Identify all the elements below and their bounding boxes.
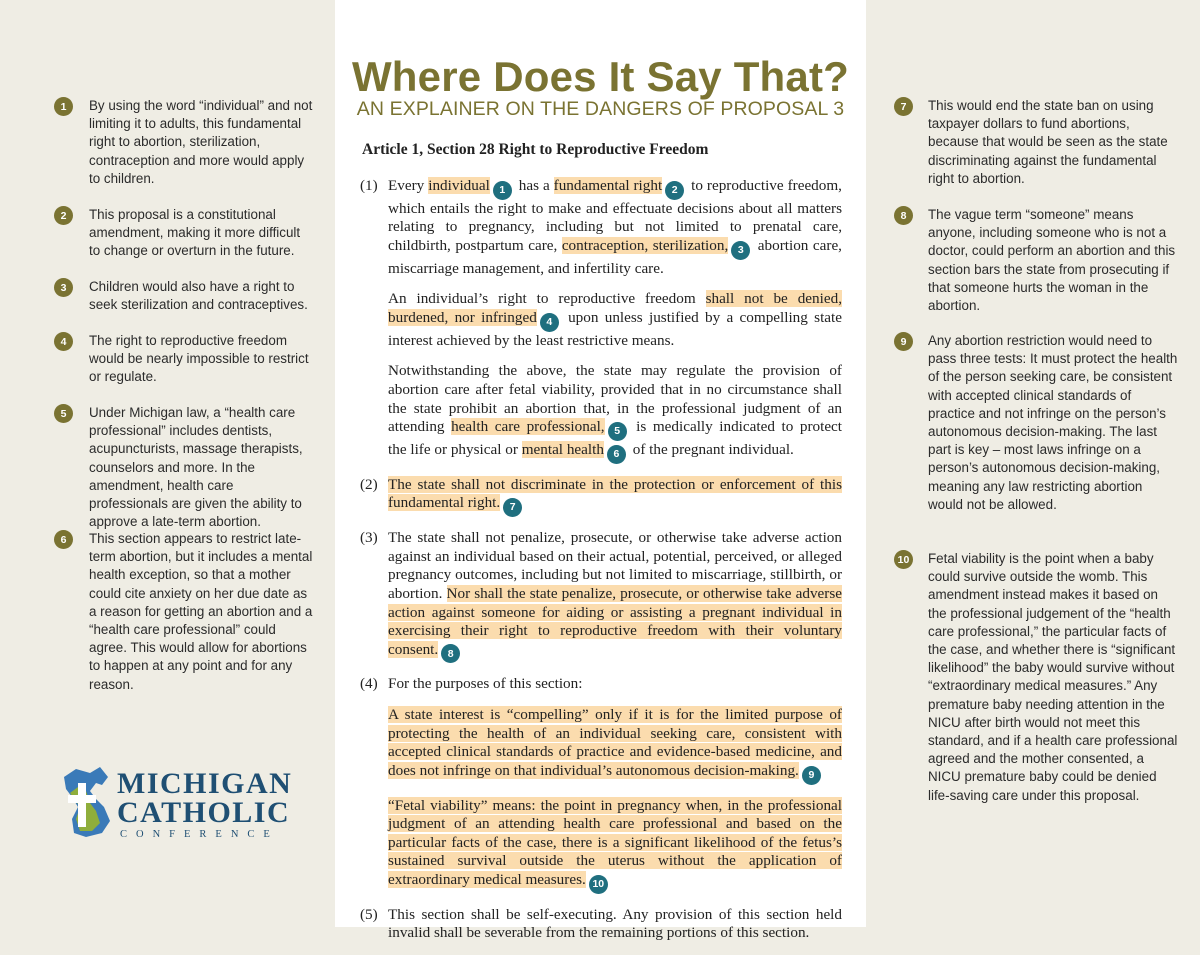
note-badge: 10 xyxy=(894,550,913,569)
section-4-paragraph-2 xyxy=(388,706,842,785)
note-badge: 4 xyxy=(54,332,73,351)
note-text: Any abortion restriction would need to pass three tests: It must protect the health of the person seeking care, be consistent with accepted clinical standards of practice and not infringe on the person’s autonomous decision-making. The last part is key – most laws infringe on a person’s autonomous decision-making, meaning any law restricting abortion would not be allowed. xyxy=(928,333,1178,512)
note-text: This would end the state ban on using taxpayer dollars to fund abortions, because that would be seen as the state discriminating against the fundamental right to abortion. xyxy=(928,98,1168,186)
michigan-map-cross-icon xyxy=(56,763,114,839)
text-run: For the purposes of this section: xyxy=(388,675,583,693)
section-4-paragraph-3 xyxy=(388,797,842,894)
highlight-text: Nor shall the state penalize, prosecute, or otherwise take adverse action against someone for aiding or assisting a pregnant individual in exercising their right to reproductive freedom with their voluntary consent. xyxy=(388,584,842,658)
note-badge: 1 xyxy=(54,97,73,116)
note-10 xyxy=(894,550,1194,805)
note-1 xyxy=(54,97,316,188)
highlight-text: A state interest is “compelling” only if it is for the limited purpose of protecting the health of an individual seeking care, consistent with accepted clinical standards of practice and evidence-based medicine, and does not infringe on that individual’s autonomous decision-making. xyxy=(388,706,842,779)
text-run: abortion care, miscarriage management, and infertility care. xyxy=(388,236,842,277)
callout-badge: 5 xyxy=(608,422,627,441)
note-text: This proposal is a constitutional amendment, making it more difficult to change or overturn in the future. xyxy=(89,207,301,259)
note-3 xyxy=(54,278,316,314)
text-run: upon unless justified by a compelling state interest achieved by the least restrictive means. xyxy=(388,308,842,349)
text-run: is medically indicated to protect the life or physical or xyxy=(388,418,843,458)
highlight-text: The state shall not discriminate in the protection or enforcement of this fundamental right. xyxy=(388,475,842,512)
note-6 xyxy=(54,530,316,694)
page-title: Where Does It Say That? xyxy=(351,53,850,100)
note-2 xyxy=(54,206,316,261)
highlight-text: “Fetal viability” means: the point in pregnancy when, in the professional judgment of an attending health care professional and based on the particular facts of the case, there is a significant likelihood of the fetus’s sustained survival outside the uterus without the application of extraordinary medical measures. xyxy=(388,796,842,889)
logo-line-2: CATHOLIC xyxy=(117,796,291,829)
note-badge: 3 xyxy=(54,278,73,297)
text-run: Every xyxy=(388,177,429,194)
page-subtitle: AN EXPLAINER ON THE DANGERS OF PROPOSAL 3 xyxy=(356,98,845,120)
section-3 xyxy=(360,529,842,663)
michigan-catholic-conference-logo xyxy=(56,763,301,843)
note-text: Under Michigan law, a “health care professional” includes dentists, acupuncturists, massage therapists, counselors and more. In the amendment, health care professionals are given the ability to approve a late-term abortion. xyxy=(89,405,303,530)
note-badge: 8 xyxy=(894,206,913,225)
section-1 xyxy=(360,177,842,278)
highlight-text: fundamental right xyxy=(553,177,663,194)
left-notes-column xyxy=(0,0,335,927)
note-badge: 9 xyxy=(894,332,913,351)
section-number: (2) xyxy=(360,475,378,493)
section-1-paragraph-2 xyxy=(388,290,842,350)
callout-badge: 2 xyxy=(665,181,684,200)
center-panel xyxy=(335,0,866,942)
callout-badge: 7 xyxy=(503,498,522,517)
note-badge: 2 xyxy=(54,206,73,225)
note-text: This section appears to restrict late-term abortion, but it includes a mental health exception, so that a mother could cite anxiety on her due date as a reason for getting an abortion and a “health care professional” could agree. This would allow for abortions to happen at any point and for any reason. xyxy=(89,531,313,692)
section-number: (5) xyxy=(360,905,378,923)
logo-line-3: CONFERENCE xyxy=(120,829,279,840)
note-text: Fetal viability is the point when a baby could survive outside the womb. This amendment instead makes it based on the professional judgement of the “health care professional,” the particular facts of the case, and whether there is “significant likelihood” the baby would survive without “extraordinary medical measures.” Any premature baby needing attention in the NICU after birth would not meet this standard, and if a health care professional agreed and the mother consented, a NICU premature baby could be denied life-saving care under this proposal. xyxy=(928,551,1178,803)
text-run: to reproductive freedom, which entails the right to make and effectuate decisions about all matters relating to pregnancy, including but not limited to prenatal care, childbirth, postpartum care, xyxy=(388,177,842,254)
callout-badge: 4 xyxy=(540,313,559,332)
article-heading: Article 1, Section 28 Right to Reproductive Freedom xyxy=(362,141,709,158)
section-number: (1) xyxy=(360,177,378,194)
highlight-text: shall not be denied, burdened, nor infringed xyxy=(388,290,842,326)
section-1-paragraph-3 xyxy=(388,362,842,463)
note-text: The vague term “someone” means anyone, including someone who is not a doctor, could perform an abortion and this section bars the state from prosecuting if that someone hurts the woman in the abortion. xyxy=(928,207,1176,314)
note-text: The right to reproductive freedom would be nearly impossible to restrict or regulate. xyxy=(89,333,309,385)
note-9 xyxy=(894,332,1194,514)
text-run: has a xyxy=(514,177,554,194)
callout-badge: 6 xyxy=(607,445,626,464)
note-8 xyxy=(894,206,1194,315)
section-5 xyxy=(360,906,842,943)
note-badge: 5 xyxy=(54,404,73,423)
logo-line-1: MICHIGAN xyxy=(117,767,293,800)
text-run: Notwithstanding the above, the state may regulate the provision of abortion care after fetal viability, provided that in no circumstance shall the state prohibit an abortion that, in the professional judgment of an attending xyxy=(388,362,842,436)
callout-badge: 8 xyxy=(441,644,460,663)
note-badge: 6 xyxy=(54,530,73,549)
note-7 xyxy=(894,97,1194,188)
callout-badge: 9 xyxy=(802,766,821,785)
section-number: (3) xyxy=(360,529,378,547)
note-text: By using the word “individual” and not limiting it to adults, this fundamental right to abortion, sterilization, contraception and more would apply to children. xyxy=(89,98,313,186)
text-run: of the pregnant individual. xyxy=(628,440,794,458)
note-5 xyxy=(54,404,316,531)
highlight-text: individual xyxy=(428,177,490,194)
text-run: An individual’s right to reproductive freedom xyxy=(388,290,706,308)
section-number: (4) xyxy=(360,675,378,693)
text-run: The state shall not penalize, prosecute, or otherwise take adverse action against an individual based on their actual, potential, perceived, or alleged pregnancy outcomes, including but not limited to miscarriage, stillbirth, or abortion. xyxy=(388,529,842,602)
highlight-text: contraception, sterilization, xyxy=(561,236,729,254)
section-2 xyxy=(360,476,842,517)
text-run: This section shall be self-executing. Any provision of this section held invalid shall be severable from the remaining portions of this section. xyxy=(388,905,842,942)
amendment-text xyxy=(360,177,842,955)
note-text: Children would also have a right to seek sterilization and contraceptives. xyxy=(89,279,308,313)
section-4 xyxy=(360,675,842,694)
callout-badge: 1 xyxy=(493,181,512,200)
right-notes-column xyxy=(866,0,1200,927)
callout-badge: 3 xyxy=(731,241,750,260)
note-4 xyxy=(54,332,316,387)
note-badge: 7 xyxy=(894,97,913,116)
highlight-text: health care professional, xyxy=(451,418,605,436)
callout-badge: 10 xyxy=(589,875,608,894)
highlight-text: mental health xyxy=(521,440,604,458)
